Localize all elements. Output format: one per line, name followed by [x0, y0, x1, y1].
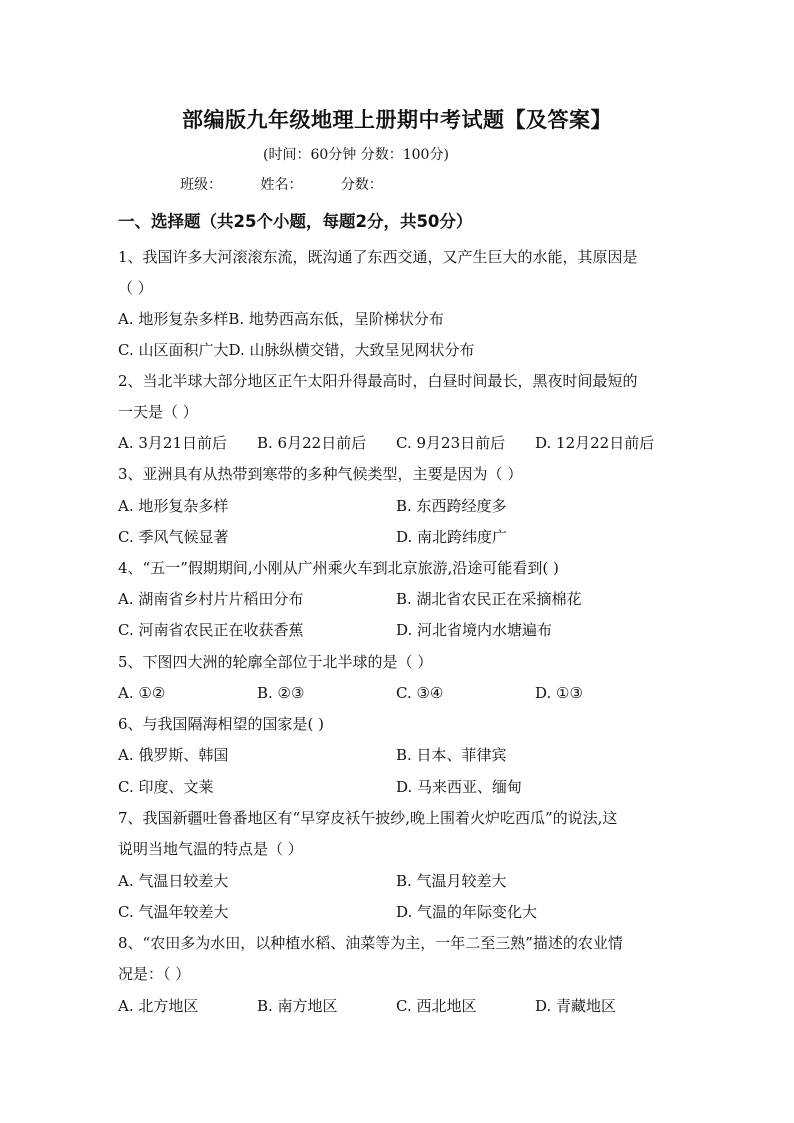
- question-2-option-a: A. 3月21日前后: [118, 434, 227, 452]
- class-label: 班级：: [180, 177, 222, 193]
- question-7-option-d: D. 气温的年际变化大: [396, 903, 538, 921]
- question-5-option-c: C. ③④: [396, 684, 444, 702]
- question-3-stem: 3、亚洲具有从热带到寒带的多种气候类型，主要是因为（ ）: [118, 465, 523, 483]
- question-6-option-b: B. 日本、菲律宾: [396, 746, 507, 764]
- question-3-option-d: D. 南北跨纬度广: [396, 528, 508, 546]
- question-2-option-d: D. 12月22日前后: [535, 434, 655, 452]
- question-3-option-a: A. 地形复杂多样: [118, 497, 229, 515]
- question-7-option-a: A. 气温日较差大: [118, 872, 229, 890]
- question-7-stem-line2: 说明当地气温的特点是（ ）: [118, 840, 303, 858]
- section-title: 一、选择题（共25个小题，每题2分，共50分）: [118, 212, 473, 231]
- question-6-option-d: D. 马来西亚、缅甸: [396, 778, 523, 796]
- question-3-option-row: [118, 491, 678, 522]
- question-5-stem: 5、下图四大洲的轮廓全部位于北半球的是（ ）: [118, 653, 433, 671]
- question-4-option-row: [118, 615, 678, 646]
- question-2-option-c: C. 9月23日前后: [396, 434, 506, 452]
- student-info-line: [180, 174, 417, 194]
- question-8-option-b: B. 南方地区: [257, 997, 338, 1015]
- question-2-stem-line1: 2、当北半球大部分地区正午太阳升得最高时，白昼时间最长，黑夜时间最短的: [118, 372, 638, 390]
- question-5-option-b: B. ②③: [257, 684, 305, 702]
- question-8-stem-line2: 况是：（ ）: [118, 965, 191, 983]
- question-1-stem-line2: （ ）: [118, 279, 153, 297]
- page-title: 部编版九年级地理上册期中考试题【及答案】: [182, 108, 612, 132]
- question-7-option-b: B. 气温月较差大: [396, 872, 507, 890]
- question-3-option-b: B. 东西跨经度多: [396, 497, 507, 515]
- question-5-option-a: A. ①②: [118, 684, 166, 702]
- score-label: 分数：: [340, 177, 383, 193]
- question-8-option-d: D. 青藏地区: [535, 997, 617, 1015]
- question-1-options-ab: A. 地形复杂多样B. 地势西高东低，呈阶梯状分布: [118, 310, 444, 328]
- question-5-option-row: [118, 678, 678, 709]
- question-1-options-cd: C. 山区面积广大D. 山脉纵横交错，大致呈见网状分布: [118, 341, 475, 359]
- question-4-option-row: [118, 584, 678, 615]
- question-8-option-a: A. 北方地区: [118, 997, 199, 1015]
- question-2-option-b: B. 6月22日前后: [257, 434, 367, 452]
- question-4-option-c: C. 河南省农民正在收获香蕉: [118, 621, 304, 639]
- question-2-stem-line2: 一天是（ ）: [118, 403, 198, 421]
- question-3-option-row: [118, 522, 678, 553]
- question-8-option-c: C. 西北地区: [396, 997, 477, 1015]
- question-2-option-row: [118, 428, 678, 459]
- question-6-option-row: [118, 772, 678, 803]
- question-1-option-row: [118, 304, 678, 335]
- question-4-option-b: B. 湖北省农民正在采摘棉花: [396, 590, 582, 608]
- question-4-option-d: D. 河北省境内水塘遍布: [396, 621, 553, 639]
- question-5-option-d: D. ①③: [535, 684, 583, 702]
- question-1-option-row: [118, 335, 678, 366]
- name-label: 姓名：: [260, 177, 303, 193]
- question-8-option-row: [118, 991, 678, 1022]
- question-4-option-a: A. 湖南省乡村片片稻田分布: [118, 590, 304, 608]
- exam-time-score: (时间：60分钟 分数：100分): [263, 147, 449, 163]
- question-6-stem: 6、与我国隔海相望的国家是( ): [118, 715, 325, 733]
- question-4-stem: 4、“五一”假期期间,小刚从广州乘火车到北京旅游,沿途可能看到( ): [118, 559, 559, 577]
- question-7-option-row: [118, 897, 678, 928]
- question-3-option-c: C. 季风气候显著: [118, 528, 229, 546]
- question-6-option-c: C. 印度、文莱: [118, 778, 214, 796]
- question-6-option-a: A. 俄罗斯、韩国: [118, 746, 229, 764]
- question-7-option-c: C. 气温年较差大: [118, 903, 229, 921]
- question-8-stem-line1: 8、“农田多为水田，以种植水稻、油菜等为主，一年二至三熟”描述的农业情: [118, 934, 623, 952]
- question-7-option-row: [118, 866, 678, 897]
- question-7-stem-line1: 7、我国新疆吐鲁番地区有“早穿皮袄午披纱,晚上围着火炉吃西瓜”的说法,这: [118, 809, 618, 827]
- question-1-stem-line1: 1、我国许多大河滚滚东流，既沟通了东西交通，又产生巨大的水能，其原因是: [118, 248, 638, 266]
- question-6-option-row: [118, 740, 678, 771]
